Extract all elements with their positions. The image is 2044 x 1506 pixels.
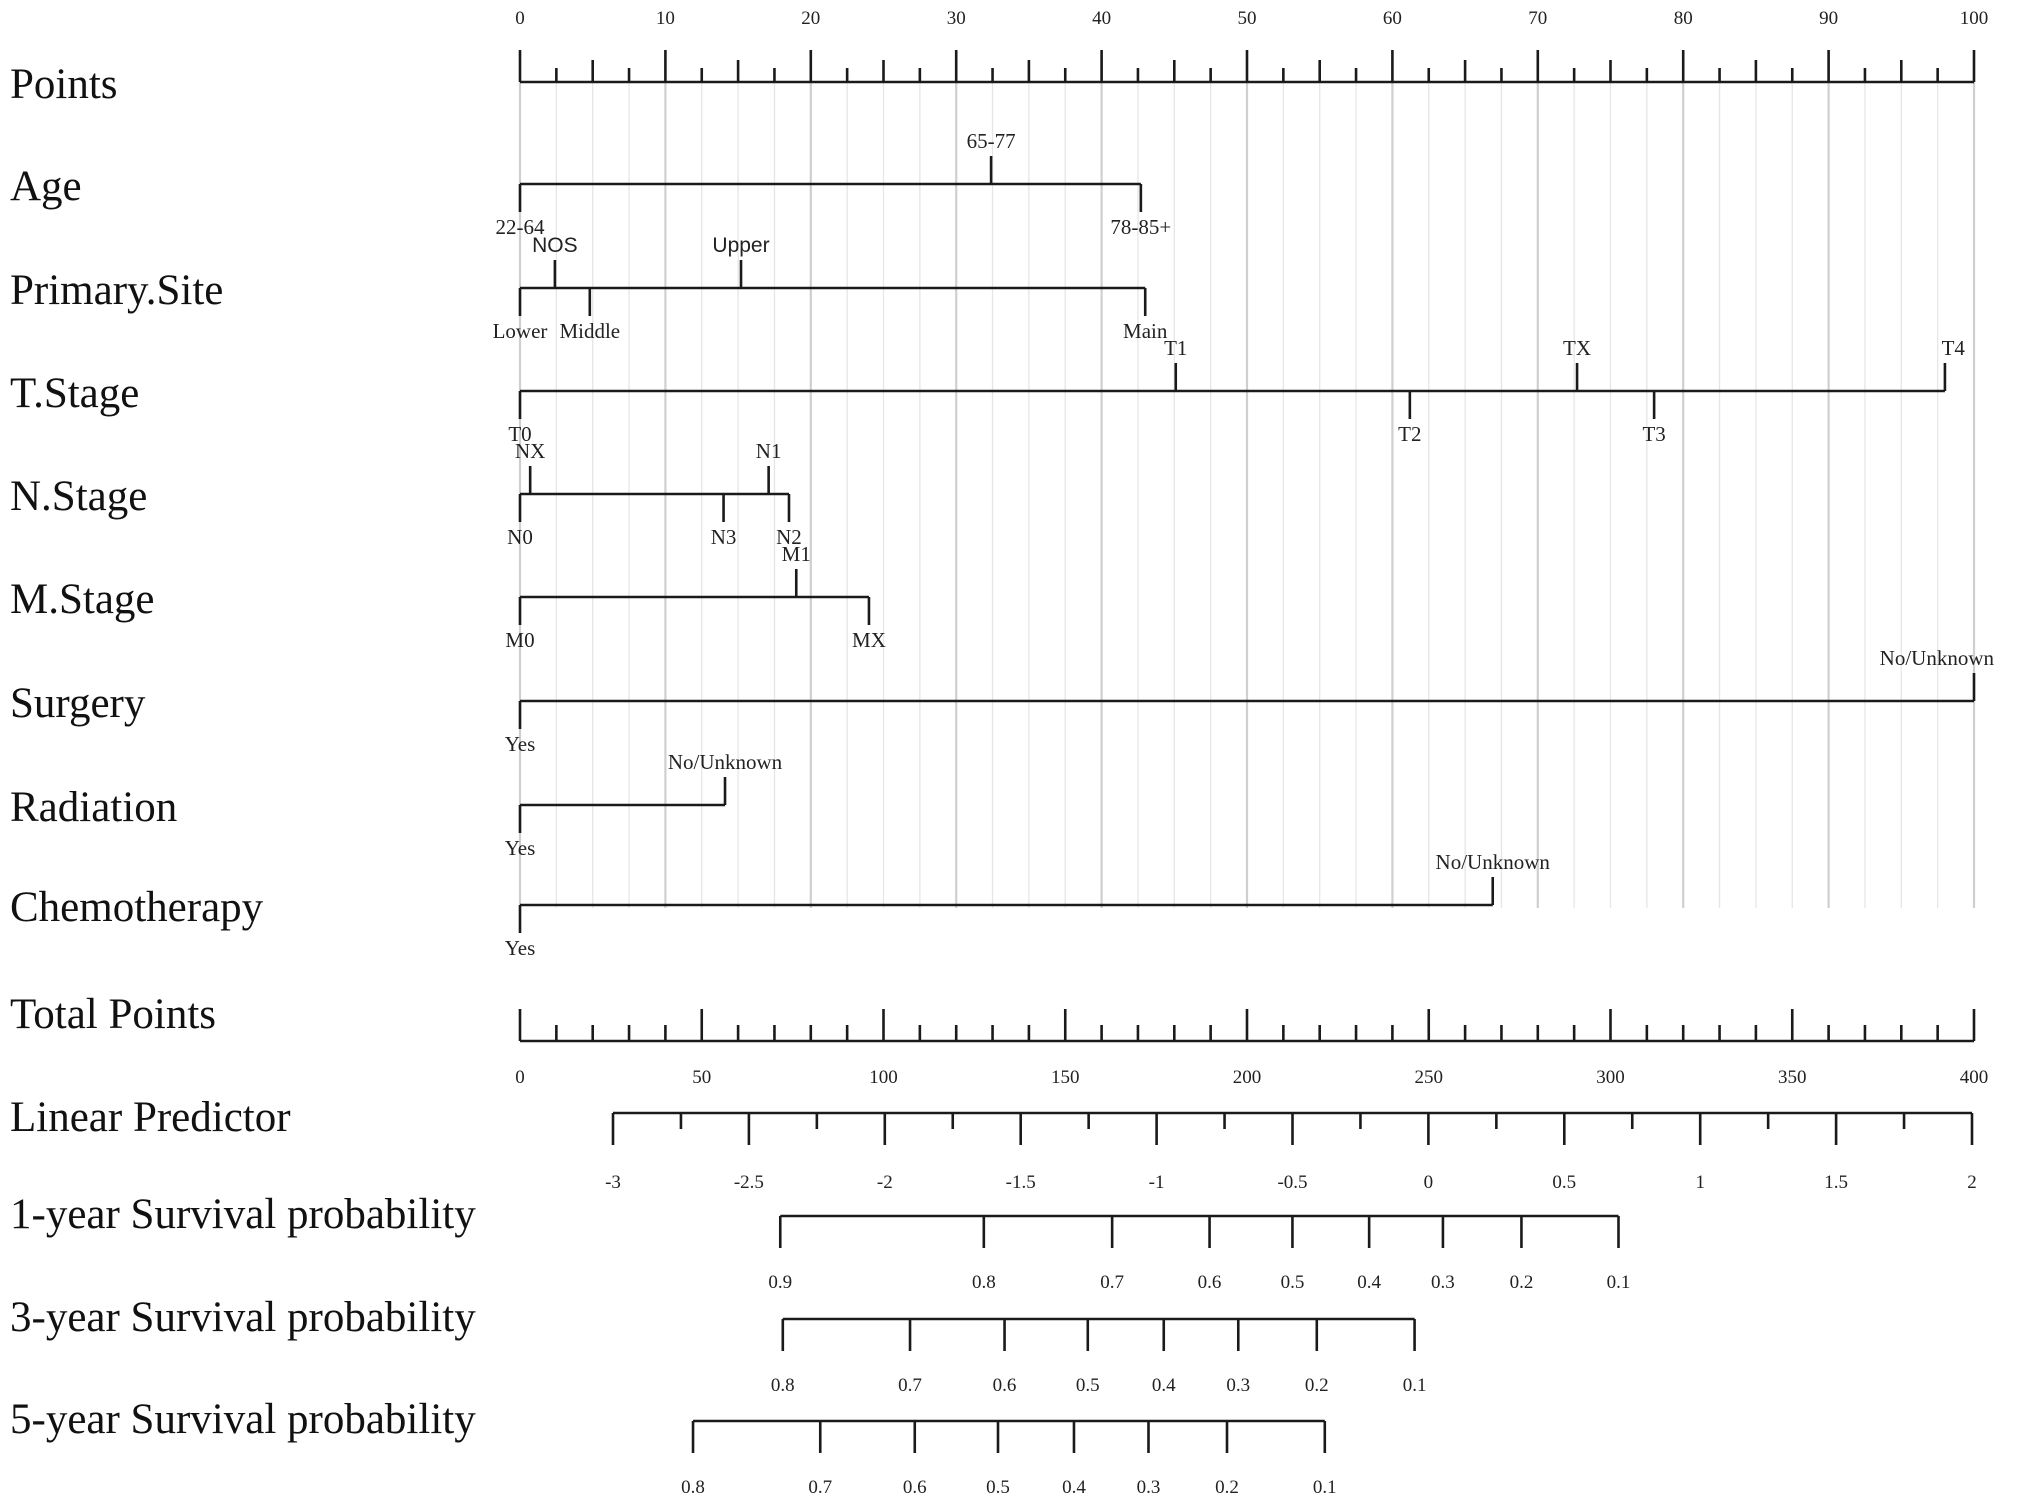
- row-label-total-points: Total Points: [10, 991, 217, 1038]
- primary-site-level-label: Middle: [559, 319, 621, 343]
- survival-1yr-tick-label: 0.8: [971, 1272, 996, 1293]
- survival-1yr-tick-label: 0.5: [1280, 1272, 1305, 1293]
- t-stage-level-label: T1: [1164, 336, 1188, 360]
- row-label-primary-site: Primary.Site: [10, 267, 224, 314]
- age-level-label: 65-77: [966, 129, 1016, 153]
- points-tick-label: 30: [946, 8, 966, 29]
- survival-3yr-tick-label: 0.8: [770, 1375, 795, 1396]
- survival-1yr-tick-label: 0.3: [1431, 1272, 1455, 1293]
- points-tick-label: 80: [1673, 8, 1693, 29]
- total-points-tick-label: 350: [1778, 1067, 1807, 1088]
- linear-predictor-tick-label: -1.5: [1005, 1172, 1036, 1193]
- total-points-tick-label: 250: [1414, 1067, 1443, 1088]
- survival-3yr-tick-label: 0.5: [1075, 1375, 1100, 1396]
- total-points-tick-label: 150: [1051, 1067, 1080, 1088]
- row-label-survival-3yr: 3-year Survival probability: [10, 1294, 476, 1341]
- survival-5yr-tick-label: 0.5: [986, 1477, 1010, 1498]
- survival-3yr-tick-label: 0.7: [898, 1375, 922, 1396]
- survival-3yr-tick-label: 0.1: [1402, 1375, 1427, 1396]
- radiation-level-label: Yes: [504, 836, 536, 860]
- row-label-age: Age: [10, 163, 82, 210]
- chemotherapy-level-label: No/Unknown: [1435, 850, 1550, 874]
- survival-5yr-tick-label: 0.8: [681, 1477, 705, 1498]
- total-points-tick-label: 400: [1959, 1067, 1989, 1088]
- survival-5yr-tick-label: 0.3: [1136, 1477, 1161, 1498]
- surgery-level-label: No/Unknown: [1879, 646, 1994, 670]
- row-label-radiation: Radiation: [10, 784, 178, 831]
- total-points-tick-label: 50: [692, 1067, 712, 1088]
- n-stage-level-label: N2: [776, 525, 802, 549]
- survival-5yr-tick-label: 0.7: [808, 1477, 833, 1498]
- row-label-chemotherapy: Chemotherapy: [10, 884, 264, 931]
- surgery-level-label: Yes: [504, 732, 536, 756]
- survival-5yr-tick-label: 0.2: [1215, 1477, 1239, 1498]
- total-points-tick-label: 100: [869, 1067, 898, 1088]
- points-tick-label: 90: [1819, 8, 1839, 29]
- linear-predictor-tick-label: 0.5: [1552, 1172, 1577, 1193]
- row-label-n-stage: N.Stage: [10, 473, 148, 520]
- linear-predictor-tick-label: 1: [1695, 1172, 1705, 1193]
- t-stage-level-label: TX: [1563, 336, 1592, 360]
- row-label-survival-5yr: 5-year Survival probability: [10, 1396, 476, 1443]
- n-stage-level-label: N3: [710, 525, 737, 549]
- t-stage-level-label: T4: [1941, 336, 1965, 360]
- linear-predictor-tick-label: -1: [1148, 1172, 1165, 1193]
- row-label-m-stage: M.Stage: [10, 576, 155, 623]
- points-tick-label: 0: [515, 8, 525, 29]
- t-stage-level-label: T2: [1398, 422, 1422, 446]
- survival-1yr-tick-label: 0.2: [1509, 1272, 1534, 1293]
- primary-site-level-label: Upper: [712, 234, 770, 257]
- primary-site-level-label: Lower: [492, 319, 548, 343]
- radiation-level-label: No/Unknown: [667, 750, 783, 774]
- m-stage-level-label: M1: [781, 542, 811, 566]
- n-stage-level-label: N1: [755, 439, 782, 463]
- points-tick-label: 60: [1382, 8, 1402, 29]
- survival-3yr-tick-label: 0.4: [1151, 1375, 1176, 1396]
- survival-1yr-tick-label: 0.9: [768, 1272, 793, 1293]
- nomogram-axes: [10, 8, 1994, 1498]
- survival-1yr-tick-label: 0.1: [1606, 1272, 1631, 1293]
- points-tick-label: 20: [801, 8, 821, 29]
- linear-predictor-tick-label: 2: [1967, 1172, 1977, 1193]
- survival-5yr-tick-label: 0.4: [1062, 1477, 1086, 1498]
- linear-predictor-tick-label: -2.5: [733, 1172, 764, 1193]
- survival-5yr-tick-label: 0.1: [1312, 1477, 1337, 1498]
- primary-site-level-label: NOS: [532, 234, 578, 257]
- survival-3yr-tick-label: 0.2: [1304, 1375, 1329, 1396]
- primary-site-level-label: Main: [1123, 319, 1168, 343]
- age-level-label: 22-64: [495, 215, 545, 239]
- survival-3yr-tick-label: 0.6: [992, 1375, 1017, 1396]
- total-points-tick-label: 200: [1232, 1067, 1262, 1088]
- survival-1yr-tick-label: 0.4: [1357, 1272, 1382, 1293]
- row-label-surgery: Surgery: [10, 680, 146, 727]
- survival-1yr-tick-label: 0.6: [1197, 1272, 1222, 1293]
- row-label-survival-1yr: 1-year Survival probability: [10, 1191, 476, 1238]
- age-level-label: 78-85+: [1110, 215, 1172, 239]
- survival-5yr-tick-label: 0.6: [902, 1477, 927, 1498]
- row-label-linear-predictor: Linear Predictor: [10, 1094, 291, 1141]
- linear-predictor-tick-label: -0.5: [1277, 1172, 1308, 1193]
- points-tick-label: 40: [1092, 8, 1112, 29]
- m-stage-level-label: MX: [852, 628, 886, 652]
- points-tick-label: 100: [1959, 8, 1989, 29]
- linear-predictor-tick-label: -3: [605, 1172, 621, 1193]
- points-tick-label: 50: [1237, 8, 1257, 29]
- survival-1yr-tick-label: 0.7: [1100, 1272, 1125, 1293]
- points-tick-label: 10: [655, 8, 675, 29]
- survival-3yr-tick-label: 0.3: [1226, 1375, 1251, 1396]
- t-stage-level-label: T0: [508, 422, 532, 446]
- total-points-tick-label: 300: [1596, 1067, 1625, 1088]
- linear-predictor-tick-label: 1.5: [1824, 1172, 1848, 1193]
- linear-predictor-tick-label: 0: [1423, 1172, 1434, 1193]
- row-label-points: Points: [10, 61, 118, 108]
- t-stage-level-label: T3: [1642, 422, 1666, 446]
- row-label-t-stage: T.Stage: [10, 370, 140, 417]
- m-stage-level-label: M0: [505, 628, 535, 652]
- points-tick-label: 70: [1528, 8, 1548, 29]
- n-stage-level-label: NX: [515, 439, 546, 463]
- n-stage-level-label: N0: [507, 525, 533, 549]
- chemotherapy-level-label: Yes: [504, 936, 536, 960]
- linear-predictor-tick-label: -2: [876, 1172, 893, 1193]
- total-points-tick-label: 0: [515, 1067, 525, 1088]
